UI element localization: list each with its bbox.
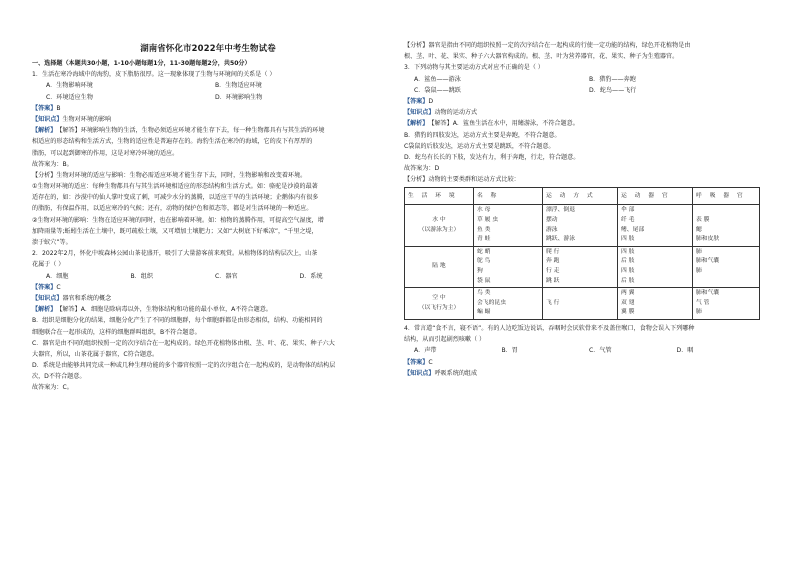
cell-text: 飞 行 (546, 299, 560, 306)
line-text: 【解答】A．鲨鱼生活在水中，用鳍游泳，不符合题意。 (428, 120, 579, 128)
line-tag: 【答案】 (404, 97, 429, 105)
q1-answer (32, 103, 384, 114)
table-header-cell: 运 动 方 式 (543, 188, 618, 205)
text-line: 次，D不符合题意。 (32, 373, 86, 381)
table-header-row (405, 188, 760, 205)
env-label: 陆 地 (432, 263, 446, 270)
text-line (32, 293, 384, 304)
table-cell-organs (618, 288, 693, 320)
cell-text: 漂浮、倒退 (546, 207, 575, 214)
cell-text: 鳃 (696, 226, 702, 233)
env-label: 空 中 (432, 294, 446, 301)
env-note: （以游泳为主） (418, 226, 460, 233)
q4-option-a: A．声带 (414, 347, 437, 355)
table-cell-moves (543, 288, 618, 320)
table-cell-breath (693, 288, 760, 320)
cell-text (696, 206, 756, 216)
line-text: 呼吸系统的组成 (434, 369, 478, 377)
line-tag: 【知识点】 (404, 109, 435, 117)
line-text: 动物的运动方式 (434, 109, 478, 117)
cell-text: 肺 (696, 268, 702, 274)
table-header-cell: 运 动 器 官 (618, 188, 693, 205)
cell-text: 两 翼 (621, 290, 635, 297)
cell-text: 狗 (477, 268, 483, 274)
answer-value: B (56, 104, 61, 112)
question-1-options-2 (32, 92, 384, 103)
question-4-options (404, 345, 764, 356)
text-line: 【分析】生物对环境的适应与影响：生物必需适应环境才能生存下去，同时，生物影响和改变着环境。 (32, 171, 307, 179)
cell-text: 鸟 类 (477, 290, 491, 297)
cell-text: 爬 行 (546, 248, 560, 255)
text-line: D．系统是由能够共同完成一种或几种生理功能的多个器官按照一定的次序组合在一起构成的，是动物体的结构层 (32, 362, 336, 370)
line-tag: 【答案】 (32, 283, 57, 291)
text-line: 细胞联合在一起形成的，这样的细胞群叫组织，B不符合题意。 (32, 328, 201, 336)
text-line (404, 96, 764, 107)
table-row (405, 205, 760, 246)
text-line: 溃于蚁穴”等。 (32, 239, 72, 246)
table-cell-moves (543, 205, 618, 246)
text-line: 【分析】动物的主要类群和运动方式比较： (404, 176, 520, 184)
line-tag: 【知识点】 (404, 369, 435, 377)
cell-text: 奔 跑 (546, 258, 560, 265)
q1-option-b: B．生物适应环境 (215, 82, 262, 90)
cell-text: 翼 膜 (621, 309, 635, 316)
line-tag: 【知识点】 (32, 115, 63, 123)
question-4-stem: 4．常言道“食不言，寝不语”。有的人边吃饭边说话，吞咽时会厌软骨来不及盖住喉口，食物会误入下列哪种 (404, 324, 695, 332)
cell-text: 四 肢 (621, 248, 635, 255)
text-line (404, 118, 764, 129)
text-line (404, 107, 764, 118)
question-3-stem: 3．下列动物与其主要运动方式对应不正确的是（ ） (404, 64, 544, 72)
q2-option-b: B．组织 (130, 272, 153, 280)
cell-text: 表 膜 (696, 217, 710, 224)
text-line: ①生物对环境的适应：每种生物都具有与其生活环境相适应的形态结构和生活方式。如：骆驼是沙漠的最著 (32, 183, 318, 191)
text-line: 的脂肪，有保温作用，以适应寒冷的气候；还有，动物的保护色和拟态等，都是对生活环境的一种适应。 (32, 205, 313, 213)
q4-option-b: B．胃 (501, 347, 518, 355)
cell-text (696, 277, 756, 287)
right-column (404, 40, 764, 379)
cell-text: 跳跃、游泳 (546, 236, 575, 243)
table-cell-env (405, 246, 474, 287)
line-tag: 【知识点】 (32, 294, 63, 302)
table-cell-names (474, 205, 543, 246)
line-text: D (428, 97, 434, 105)
text-line: 适存在的，如：沙漠中的仙人掌叶变成了刺，可减少水分的蒸腾，以适应干旱的生活环境；企鹅体内有很多 (32, 194, 319, 202)
line-text: C (56, 283, 61, 291)
animal-movement-table (404, 187, 760, 320)
table-cell-breath (693, 205, 760, 246)
cell-text: 鳍、尾部 (621, 226, 645, 233)
line-text: C (428, 358, 433, 366)
cell-text: 袋 鼠 (477, 277, 491, 284)
cell-text: 蛇 蛸 (477, 248, 491, 255)
q1-option-d: D．环境影响生物 (215, 93, 263, 101)
question-1-options (32, 80, 384, 91)
cell-text: 四 肢 (621, 268, 635, 274)
table-cell-names (474, 288, 543, 320)
cell-text: 摆动 (546, 217, 558, 224)
table-cell-names (474, 246, 543, 287)
text-line: C袋鼠的后肢发达，运动方式主要是跳跃，不符合题意。 (404, 142, 555, 150)
q3-option-a: A．鲨鱼——游泳 (414, 75, 461, 83)
table-cell-breath (693, 246, 760, 287)
document-title: 湖南省怀化市2022年中考生物试卷 (140, 43, 276, 53)
table-cell-organs (618, 205, 693, 246)
cell-text: 伞 部 (621, 207, 635, 214)
cell-text: 肺 (696, 309, 702, 316)
question-1-stem: 1．生活在寒冷海域中的海豹，皮下脂肪很厚。这一现象体现了生物与环境间的关系是（ ） (32, 71, 276, 79)
text-line: ②生物对环境的影响：生物在适应环境的同时，也在影响着环境。如：植物的蒸腾作用，可提高空气湿度，增 (32, 216, 324, 224)
q2-option-c: C．器官 (215, 272, 238, 280)
line-text: 生物对环境的影响 (62, 115, 112, 123)
cell-text: 纤 毛 (621, 217, 635, 224)
line-tag: 【解析】 (32, 306, 57, 314)
question-2-stem-2: 花属于（ ） (32, 261, 65, 269)
q3-option-b: B．猎豹——奔跑 (589, 75, 636, 83)
table-cell-organs (618, 246, 693, 287)
text-line (404, 357, 764, 368)
text-line (32, 282, 384, 293)
left-column (32, 40, 384, 394)
line-text: 器官和系统的概念 (62, 294, 112, 302)
text-line: D．蛇鸟有长长的下肢，发达有力，利于奔跑，行走，符合题意。 (404, 153, 580, 161)
cell-text: 会飞的昆虫 (477, 299, 506, 306)
question-3-options (404, 74, 764, 85)
table-cell-moves (543, 246, 618, 287)
cell-text: 青 蛙 (477, 236, 491, 243)
env-note: （以飞行为主） (418, 304, 460, 311)
q1-option-c: C．环境适应生物 (46, 93, 93, 101)
q4-option-d: D．咽 (676, 347, 694, 355)
cell-text: 肺和气囊 (696, 290, 720, 297)
cell-text: 双 翅 (621, 299, 635, 306)
table-cell-env (405, 288, 474, 320)
cell-text: 蝙 蝠 (477, 309, 491, 316)
text-line: 故答案为：C。 (32, 384, 73, 392)
cell-text: 肺和皮肤 (696, 236, 720, 243)
table-header-cell: 名 称 (474, 188, 543, 205)
q2-option-a: A．细胞 (46, 272, 69, 280)
question-3-options-2 (404, 85, 764, 96)
cell-text: 肺 (696, 248, 702, 255)
table-cell-env (405, 205, 474, 246)
text-line: 大器官，所以，山茶花属于器官，C符合题意。 (32, 350, 159, 358)
cell-text: 四 肢 (621, 236, 635, 243)
text-line: 【分析】器官是指由不同的组织按照一定的次序结合在一起构成的行使一定功能的结构，绿色开花植物是由 (404, 42, 691, 49)
line-tag: 【解析】 (404, 120, 429, 128)
cell-text: 行 走 (546, 268, 560, 274)
table-header-cell: 生 活 环 境 (405, 188, 474, 205)
cell-text: 肺和气囊 (696, 258, 720, 265)
text-line: 故答案为：B。 (32, 160, 73, 168)
line-text: 【解答】A．细胞是除病毒以外，生物体结构和功能的最小单位，A不符合题意。 (56, 306, 272, 314)
question-2-options (32, 271, 384, 282)
text-line: B．猎豹的四肢发达，运动方式主要是奔跑，不符合题意。 (404, 131, 561, 139)
text-line: 相适应的形态结构和生活方式，生物的适应性是普遍存在的。海豹生活在寒冷的海域，它的皮下有厚厚的 (32, 138, 313, 146)
q2-option-d: D．系统 (299, 272, 323, 280)
cell-text: 水 母 (477, 207, 491, 214)
cell-text: 鱼 类 (477, 226, 491, 233)
question-4-stem-2: 结构，从而引起剧烈咳嗽（ ） (404, 336, 486, 344)
section-heading: 一、选择题（本题共30小题，1-10小题每题1分，11-30题每题2分，共50分） (32, 60, 251, 67)
line-tag: 【解析】 (32, 127, 57, 135)
env-label: 水 中 (432, 217, 446, 224)
cell-text: 草 履 虫 (477, 217, 499, 224)
answer-tag: 【答案】 (32, 104, 57, 112)
text-line: 根、茎、叶、花、果实、种子六大器官构成的。根、茎、叶为营养器官，花、果实、种子为生殖器官。 (404, 53, 679, 61)
text-line: 加降雨量等;蚯蚓生活在土壤中，既可疏松土壤，又可增加土壤肥力；又如“大树底下好乘凉”，“千里之堤， (32, 227, 318, 235)
line-tag: 【答案】 (404, 358, 429, 366)
table-row (405, 246, 760, 287)
cell-text: 气 管 (696, 299, 710, 306)
text-line: 故答案为：D (404, 165, 440, 173)
text-line (32, 304, 384, 315)
q1-option-a: A．生物影响环境 (46, 82, 93, 90)
q3-option-d: D．蛇鸟——飞行 (589, 86, 637, 94)
cell-text: 后 肢 (621, 258, 635, 265)
text-line: 脂肪，可以起到御寒的作用，这是对寒冷环境的适应。 (32, 149, 179, 157)
cell-text: 跳 跃 (546, 277, 560, 284)
line-text: 【解答】环境影响生物的生活，生物必须适应环境才能生存下去，每一种生物都具有与其生活的环境 (56, 127, 325, 135)
text-line (32, 114, 384, 125)
cell-text: 鸵 鸟 (477, 258, 491, 265)
table-row (405, 288, 760, 320)
q3-option-c: C．袋鼠——跳跃 (414, 86, 461, 94)
text-line: B．组织是细胞分化的结果，细胞分化产生了不同的细胞群，每个细胞群都是由形态相似，结构、功能相同的 (32, 317, 323, 325)
text-line: C．器官是由不同的组织按照一定的次序结合在一起构成的。绿色开花植物体由根、茎、叶、花、果实、种子六大 (32, 339, 335, 347)
q4-option-c: C．气管 (589, 347, 612, 355)
table-header-cell: 呼 吸 器 官 (693, 188, 760, 205)
cell-text: 游泳 (546, 226, 558, 233)
text-line (32, 125, 384, 136)
question-2-stem: 2．2022年2月，怀化中坡森林公园山茶花盛开，吸引了大量游客前来观赏。从植物体的结构层次上，山茶 (32, 250, 318, 258)
cell-text: 后 肢 (621, 277, 635, 284)
text-line (404, 368, 764, 379)
